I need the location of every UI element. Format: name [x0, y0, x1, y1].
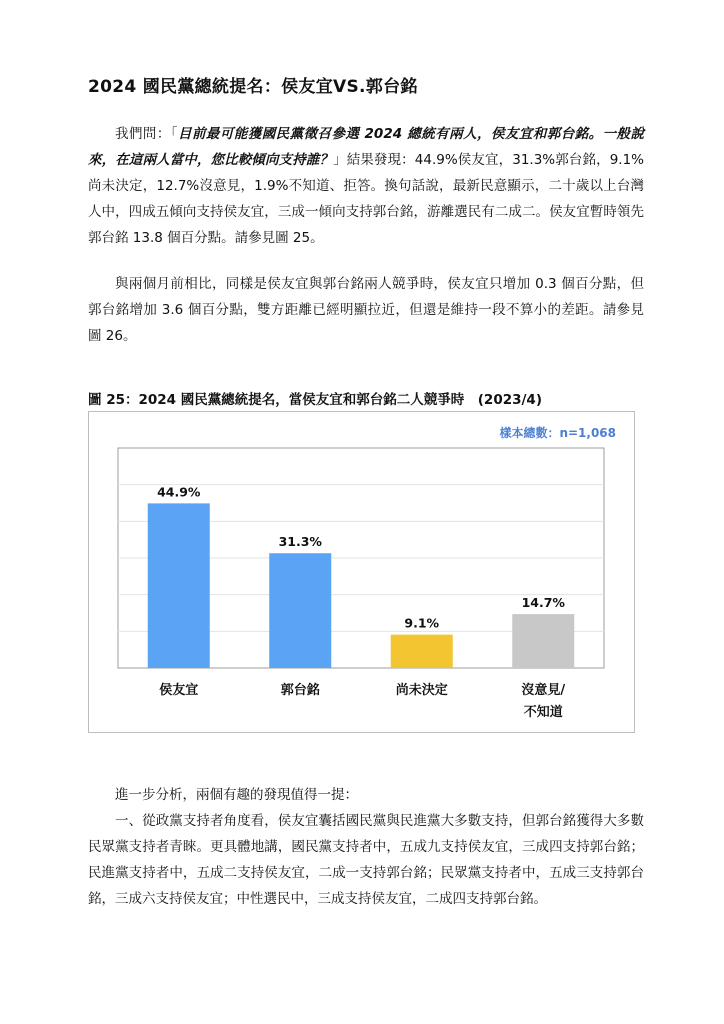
page-title: 2024 國民黨總統提名：侯友宜VS.郭台銘 [88, 77, 418, 97]
bar [148, 503, 210, 668]
chart-svg [89, 412, 636, 734]
data-label: 31.3% [278, 534, 322, 550]
survey-question: 目前最可能獲國民黨徵召參選 2024 總統有兩人，侯友宜和郭台銘。一般說來，在這兩人當中，您比較傾向支持誰？ [88, 126, 644, 168]
data-label: 44.9% [157, 484, 201, 500]
paragraph-1 [88, 121, 644, 251]
bar [269, 553, 331, 668]
data-label: 14.7% [521, 595, 565, 611]
category-label: 郭台銘 [280, 683, 320, 698]
paragraph-1-lead: 我們問：「 [115, 126, 179, 142]
data-label: 9.1% [404, 615, 440, 631]
category-label: 不知道 [523, 705, 563, 720]
paragraph-1-tail: 」結果發現：44.9%侯友宜，31.3%郭台銘，9.1%尚未決定，12.7%沒意見，1.9%不知道、拒答。換句話說，最新民意顯示，二十歲以上台灣人中，四成五傾向支持侯友宜，三成一傾向支持郭台銘，游離選民有二成二。侯友宜暫時領先郭台銘 13.8 個百分點。請參見圖 25。 [88, 152, 644, 246]
paragraph-4: 一、從政黨支持者角度看，侯友宜囊括國民黨與民進黨大多數支持，但郭台銘獲得大多數民眾黨支持者青睞。更具體地講，國民黨支持者中，五成九支持侯友宜，三成四支持郭台銘；民進黨支持者中，五成二支持侯友宜，二成一支持郭台銘；民眾黨支持者中，五成三支持郭台銘，三成六支持侯友宜；中性選民中，三成支持侯友宜，二成四支持郭台銘。 [88, 813, 644, 907]
figure-caption: 圖 25：2024 國民黨總統提名，當侯友宜和郭台銘二人競爭時 (2023/4) [88, 392, 542, 408]
sample-size-note: 樣本總數：n=1,068 [499, 426, 616, 440]
bar [512, 614, 574, 668]
category-label: 侯友宜 [159, 683, 199, 698]
bar-chart [88, 411, 635, 733]
category-label: 沒意見/ [521, 683, 566, 698]
paragraph-2: 與兩個月前相比，同樣是侯友宜與郭台銘兩人競爭時，侯友宜只增加 0.3 個百分點，但郭台銘增加 3.6 個百分點，雙方距離已經明顯拉近，但還是維持一段不算小的差距。請參見圖 26。 [88, 276, 644, 344]
category-label: 尚未決定 [395, 683, 448, 698]
bar [391, 635, 453, 668]
paragraph-3: 進一步分析，兩個有趣的發現值得一提： [115, 787, 358, 803]
